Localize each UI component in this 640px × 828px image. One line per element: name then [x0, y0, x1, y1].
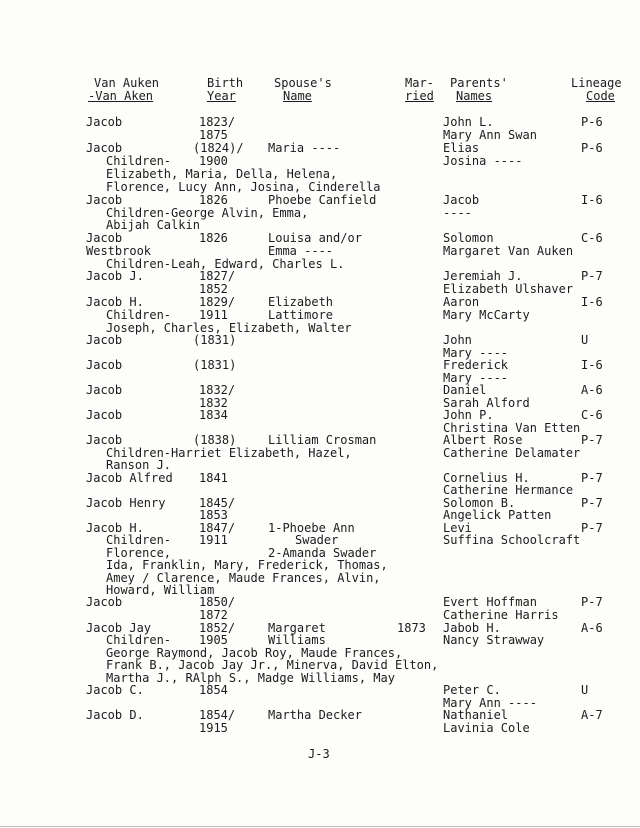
- entry-text: Mary ----: [443, 346, 509, 360]
- entry-text: Maria ----: [268, 141, 341, 155]
- entry-text: Peter C.: [443, 683, 501, 697]
- col-header-birth-line1: Birth: [207, 76, 244, 90]
- entry-text: Jacob: [86, 358, 123, 372]
- entry-text: P-6: [581, 115, 603, 129]
- entry-text: Jacob J.: [86, 269, 144, 283]
- col-header-lineage-line2: Code: [586, 89, 615, 103]
- entry-text: Catherine Delamater: [443, 446, 581, 460]
- entry-text: Josina ----: [443, 154, 523, 168]
- entry-text: Margaret Van Auken: [443, 244, 574, 258]
- col-header-parents-line1: Parents': [450, 76, 508, 90]
- entry-text: 1911: [199, 308, 228, 322]
- entry-text: Cornelius H.: [443, 471, 530, 485]
- entry-text: Amey / Clarence, Maude Frances, Alvin,: [106, 571, 381, 585]
- entry-text: 1915: [199, 721, 228, 735]
- entry-text: George Raymond, Jacob Roy, Maude Frances,: [106, 646, 403, 660]
- entry-text: Angelick Patten: [443, 508, 552, 522]
- entry-text: Children-: [106, 308, 172, 322]
- entry-text: Louisa and/or: [268, 231, 362, 245]
- entry-text: 1905: [199, 633, 228, 647]
- entry-text: Children-George Alvin, Emma,: [106, 206, 309, 220]
- entry-text: 1-Phoebe Ann: [268, 521, 355, 535]
- entry-text: U: [581, 333, 589, 347]
- entry-text: Daniel: [443, 383, 487, 397]
- entry-text: 1832: [199, 396, 228, 410]
- entry-text: Children-Leah, Edward, Charles L.: [106, 257, 345, 271]
- entry-text: Children-: [106, 533, 172, 547]
- entry-text: Catherine Harris: [443, 608, 559, 622]
- entry-text: Jacob: [86, 433, 123, 447]
- entry-text: Frank B., Jacob Jay Jr., Minerva, David Elton,: [106, 658, 439, 672]
- col-header-married-line2: ried: [405, 89, 434, 103]
- entry-text: Sarah Alford: [443, 396, 530, 410]
- entry-text: Christina Van Etten: [443, 421, 581, 435]
- entry-text: Jacob H.: [86, 295, 144, 309]
- entry-text: 1852/: [199, 621, 236, 635]
- entry-text: 1873: [397, 621, 426, 635]
- entry-text: I-6: [581, 358, 603, 372]
- entry-text: John P.: [443, 408, 494, 422]
- entry-text: 1854/: [199, 708, 236, 722]
- entry-text: 1853: [199, 508, 228, 522]
- entry-text: Jacob Alfred: [86, 471, 173, 485]
- entry-text: Phoebe Canfield: [268, 193, 377, 207]
- entry-text: Williams: [268, 633, 326, 647]
- entry-text: Children-: [106, 633, 172, 647]
- entry-text: Mary Ann Swan: [443, 128, 537, 142]
- entry-text: (1824)/: [193, 141, 244, 155]
- entry-text: Martha Decker: [268, 708, 362, 722]
- entry-text: Jacob H.: [86, 521, 144, 535]
- entry-text: Jacob Henry: [86, 496, 166, 510]
- col-header-birth-line2: Year: [207, 89, 236, 103]
- entry-text: I-6: [581, 295, 603, 309]
- entry-text: Florence,: [106, 546, 172, 560]
- entry-text: Frederick: [443, 358, 509, 372]
- col-header-surname-line2: -Van Aken: [88, 89, 154, 103]
- entry-text: Jacob: [86, 193, 123, 207]
- entry-text: P-7: [581, 269, 603, 283]
- entry-text: Swader: [295, 533, 339, 547]
- entry-text: Jacob: [86, 115, 123, 129]
- entry-text: A-6: [581, 621, 603, 635]
- entry-text: Catherine Hermance: [443, 483, 574, 497]
- entry-text: 1850/: [199, 595, 236, 609]
- entry-text: P-7: [581, 521, 603, 535]
- entry-text: C-6: [581, 231, 603, 245]
- entry-text: C-6: [581, 408, 603, 422]
- entry-text: Nancy Strawway: [443, 633, 545, 647]
- entry-text: 1827/: [199, 269, 236, 283]
- entry-text: Mary McCarty: [443, 308, 530, 322]
- entry-text: Jabob H.: [443, 621, 501, 635]
- entry-text: Lattimore: [268, 308, 334, 322]
- entry-text: 1872: [199, 608, 228, 622]
- entry-text: Joseph, Charles, Elizabeth, Walter: [106, 321, 352, 335]
- entry-text: Mary ----: [443, 371, 509, 385]
- entry-text: Lilliam Crosman: [268, 433, 377, 447]
- col-header-married-line1: Mar-: [405, 76, 434, 90]
- entry-text: (1831): [193, 358, 237, 372]
- entry-text: Ranson J.: [106, 458, 172, 472]
- entry-text: 1832/: [199, 383, 236, 397]
- entry-text: Jeremiah J.: [443, 269, 523, 283]
- entry-text: Elizabeth Ulshaver: [443, 282, 574, 296]
- entry-text: 1854: [199, 683, 228, 697]
- entry-text: U: [581, 683, 589, 697]
- entry-text: Solomon: [443, 231, 494, 245]
- col-header-spouse-line2: Name: [283, 89, 312, 103]
- entry-text: Evert Hoffman: [443, 595, 537, 609]
- entry-text: 1823/: [199, 115, 236, 129]
- entry-text: Mary Ann ----: [443, 696, 537, 710]
- entry-text: Children-: [106, 154, 172, 168]
- entry-text: Jacob: [86, 333, 123, 347]
- entry-text: Florence, Lucy Ann, Josina, Cinderella: [106, 180, 381, 194]
- entry-text: Solomon B.: [443, 496, 516, 510]
- entry-text: 1875: [199, 128, 228, 142]
- page-number: J-3: [308, 747, 330, 761]
- entry-text: John: [443, 333, 472, 347]
- entry-text: Children-Harriet Elizabeth, Hazel,: [106, 446, 352, 460]
- entry-text: Jacob C.: [86, 683, 144, 697]
- entry-text: Abijah Calkin: [106, 218, 200, 232]
- entry-text: P-7: [581, 433, 603, 447]
- entry-text: Lavinia Cole: [443, 721, 530, 735]
- entry-text: Levi: [443, 521, 472, 535]
- entry-text: A-7: [581, 708, 603, 722]
- entry-text: A-6: [581, 383, 603, 397]
- entry-text: Ida, Franklin, Mary, Frederick, Thomas,: [106, 558, 388, 572]
- entry-text: 1911: [199, 533, 228, 547]
- col-header-surname-line1: Van Auken: [94, 76, 160, 90]
- entry-text: 2-Amanda Swader: [268, 546, 377, 560]
- entry-text: (1838): [193, 433, 237, 447]
- scan-edge: [0, 826, 640, 827]
- entry-text: ----: [443, 206, 472, 220]
- entry-text: Aaron: [443, 295, 480, 309]
- entry-text: P-7: [581, 595, 603, 609]
- entry-text: Elizabeth, Maria, Della, Helena,: [106, 167, 338, 181]
- entry-text: Nathaniel: [443, 708, 509, 722]
- col-header-parents-line2: Names: [456, 89, 493, 103]
- entry-text: Martha J., RAlph S., Madge Williams, May: [106, 671, 395, 685]
- col-header-spouse-line1: Spouse's: [274, 76, 332, 90]
- entry-text: Westbrook: [86, 244, 152, 258]
- entry-text: 1847/: [199, 521, 236, 535]
- entry-text: Suffina Schoolcraft: [443, 533, 581, 547]
- entry-text: Albert Rose: [443, 433, 523, 447]
- entry-text: 1845/: [199, 496, 236, 510]
- entry-text: 1900: [199, 154, 228, 168]
- entry-text: 1852: [199, 282, 228, 296]
- entry-text: John L.: [443, 115, 494, 129]
- entry-text: Jacob: [86, 408, 123, 422]
- entry-text: Jacob: [86, 595, 123, 609]
- entry-text: I-6: [581, 193, 603, 207]
- entry-text: Elias: [443, 141, 480, 155]
- entry-text: 1841: [199, 471, 228, 485]
- entry-text: (1831): [193, 333, 237, 347]
- entry-text: Elizabeth: [268, 295, 334, 309]
- entry-text: Jacob: [443, 193, 480, 207]
- entry-text: Jacob: [86, 383, 123, 397]
- entry-text: Emma ----: [268, 244, 334, 258]
- entry-text: Jacob D.: [86, 708, 144, 722]
- entry-text: Jacob Jay: [86, 621, 152, 635]
- entry-text: Jacob: [86, 141, 123, 155]
- entry-text: Margaret: [268, 621, 326, 635]
- entry-text: P-7: [581, 496, 603, 510]
- entry-text: P-6: [581, 141, 603, 155]
- entry-text: 1834: [199, 408, 228, 422]
- entry-text: 1826: [199, 231, 228, 245]
- entry-text: Jacob: [86, 231, 123, 245]
- entry-text: 1829/: [199, 295, 236, 309]
- col-header-lineage-line1: Lineage: [571, 76, 622, 90]
- entry-text: P-7: [581, 471, 603, 485]
- entry-text: Howard, William: [106, 583, 215, 597]
- entry-text: 1826: [199, 193, 228, 207]
